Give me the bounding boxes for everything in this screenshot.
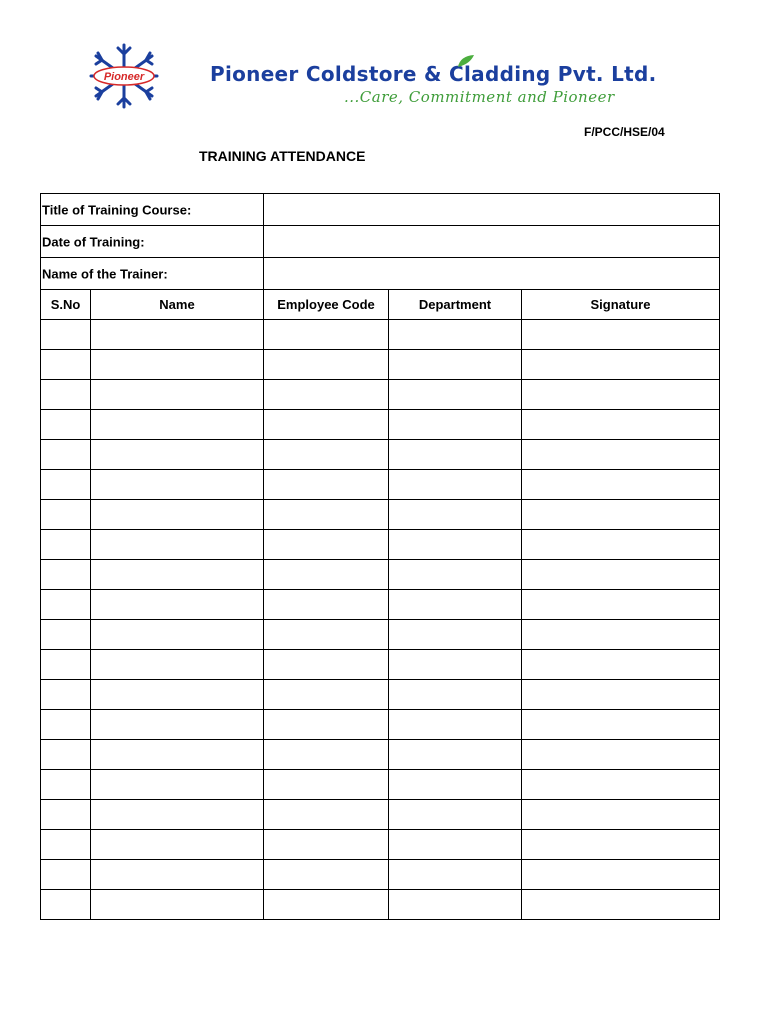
name-cell[interactable] [91,830,264,860]
employee-code-cell[interactable] [264,650,389,680]
department-cell[interactable] [389,650,522,680]
signature-cell[interactable] [522,500,720,530]
signature-cell[interactable] [522,380,720,410]
form-code: F/PCC/HSE/04 [584,125,665,139]
column-header-department: Department [389,290,522,320]
sno-cell[interactable] [41,350,91,380]
department-cell[interactable] [389,410,522,440]
sno-cell[interactable] [41,440,91,470]
name-cell[interactable] [91,590,264,620]
table-row [41,410,720,440]
table-header-row [41,290,720,320]
title-field[interactable] [264,194,720,226]
department-cell[interactable] [389,320,522,350]
name-cell[interactable] [91,530,264,560]
sno-cell[interactable] [41,680,91,710]
sno-cell[interactable] [41,590,91,620]
signature-cell[interactable] [522,560,720,590]
page-title: TRAINING ATTENDANCE [199,148,366,164]
employee-code-cell[interactable] [264,440,389,470]
name-cell[interactable] [91,410,264,440]
signature-cell[interactable] [522,650,720,680]
signature-cell[interactable] [522,350,720,380]
signature-cell[interactable] [522,470,720,500]
name-cell[interactable] [91,440,264,470]
signature-cell[interactable] [522,620,720,650]
employee-code-cell[interactable] [264,380,389,410]
name-cell[interactable] [91,890,264,920]
table-row [41,740,720,770]
sno-cell[interactable] [41,380,91,410]
table-row [41,860,720,890]
company-name: Pioneer Coldstore & Cladding Pvt. Ltd. [210,62,657,86]
trainer-field[interactable] [264,258,720,290]
title-label-cell [41,194,264,226]
name-cell[interactable] [91,500,264,530]
employee-code-cell[interactable] [264,560,389,590]
table-row [41,830,720,860]
table-row [41,470,720,500]
table-row [41,680,720,710]
name-cell[interactable] [91,740,264,770]
table-row [41,800,720,830]
name-cell[interactable] [91,560,264,590]
signature-cell[interactable] [522,860,720,890]
column-header-sno: S.No [41,290,91,320]
leaf-icon [456,54,476,68]
employee-code-cell[interactable] [264,890,389,920]
company-logo [88,42,160,110]
signature-cell[interactable] [522,830,720,860]
department-cell[interactable] [389,830,522,860]
name-cell[interactable] [91,680,264,710]
column-header-employee-code: Employee Code [264,290,389,320]
department-cell[interactable] [389,380,522,410]
sno-cell[interactable] [41,740,91,770]
sno-cell[interactable] [41,860,91,890]
form-row-trainer [41,258,720,290]
sno-cell[interactable] [41,770,91,800]
signature-cell[interactable] [522,710,720,740]
sno-cell[interactable] [41,560,91,590]
table-row [41,590,720,620]
department-cell[interactable] [389,740,522,770]
trainer-label: Name of the Trainer: [42,266,168,281]
department-cell[interactable] [389,440,522,470]
table-row [41,500,720,530]
employee-code-cell[interactable] [264,500,389,530]
date-label-cell [41,226,264,258]
signature-cell[interactable] [522,770,720,800]
signature-cell[interactable] [522,680,720,710]
name-cell[interactable] [91,350,264,380]
employee-code-cell[interactable] [264,620,389,650]
table-row [41,530,720,560]
table-row [41,710,720,740]
logo-wordmark: Pioneer [103,71,145,83]
employee-code-cell[interactable] [264,710,389,740]
sno-cell[interactable] [41,500,91,530]
employee-code-cell[interactable] [264,680,389,710]
department-cell[interactable] [389,560,522,590]
table-row [41,560,720,590]
date-label: Date of Training: [42,234,145,249]
employee-code-cell[interactable] [264,410,389,440]
sno-cell[interactable] [41,800,91,830]
name-cell[interactable] [91,620,264,650]
sno-cell[interactable] [41,830,91,860]
department-cell[interactable] [389,680,522,710]
attendance-form [40,193,720,920]
name-cell[interactable] [91,860,264,890]
employee-code-cell[interactable] [264,590,389,620]
column-header-signature: Signature [522,290,720,320]
name-cell[interactable] [91,320,264,350]
table-row [41,380,720,410]
table-row [41,770,720,800]
date-field[interactable] [264,226,720,258]
employee-code-cell[interactable] [264,530,389,560]
table-row [41,320,720,350]
sno-cell[interactable] [41,410,91,440]
department-cell[interactable] [389,770,522,800]
department-cell[interactable] [389,620,522,650]
title-label: Title of Training Course: [42,202,192,217]
trainer-label-cell [41,258,264,290]
employee-code-cell[interactable] [264,800,389,830]
employee-code-cell[interactable] [264,860,389,890]
table-row [41,350,720,380]
table-row [41,890,720,920]
signature-cell[interactable] [522,320,720,350]
department-cell[interactable] [389,350,522,380]
signature-cell[interactable] [522,410,720,440]
employee-code-cell[interactable] [264,470,389,500]
company-tagline: ...Care, Commitment and Pioneer [344,88,615,106]
department-cell[interactable] [389,710,522,740]
department-cell[interactable] [389,500,522,530]
department-cell[interactable] [389,800,522,830]
signature-cell[interactable] [522,800,720,830]
employee-code-cell[interactable] [264,830,389,860]
table-row [41,620,720,650]
sno-cell[interactable] [41,650,91,680]
sno-cell[interactable] [41,530,91,560]
sno-cell[interactable] [41,620,91,650]
table-row [41,650,720,680]
sno-cell[interactable] [41,470,91,500]
signature-cell[interactable] [522,440,720,470]
sno-cell[interactable] [41,320,91,350]
employee-code-cell[interactable] [264,770,389,800]
name-cell[interactable] [91,380,264,410]
department-cell[interactable] [389,890,522,920]
employee-code-cell[interactable] [264,350,389,380]
department-cell[interactable] [389,470,522,500]
name-cell[interactable] [91,800,264,830]
column-header-name: Name [91,290,264,320]
employee-code-cell[interactable] [264,320,389,350]
form-row-date [41,226,720,258]
department-cell[interactable] [389,530,522,560]
signature-cell[interactable] [522,890,720,920]
form-row-title [41,194,720,226]
table-row [41,440,720,470]
department-cell[interactable] [389,590,522,620]
signature-cell[interactable] [522,740,720,770]
department-cell[interactable] [389,860,522,890]
sno-cell[interactable] [41,710,91,740]
signature-cell[interactable] [522,530,720,560]
sno-cell[interactable] [41,890,91,920]
employee-code-cell[interactable] [264,740,389,770]
signature-cell[interactable] [522,590,720,620]
name-cell[interactable] [91,650,264,680]
name-cell[interactable] [91,710,264,740]
name-cell[interactable] [91,770,264,800]
name-cell[interactable] [91,470,264,500]
